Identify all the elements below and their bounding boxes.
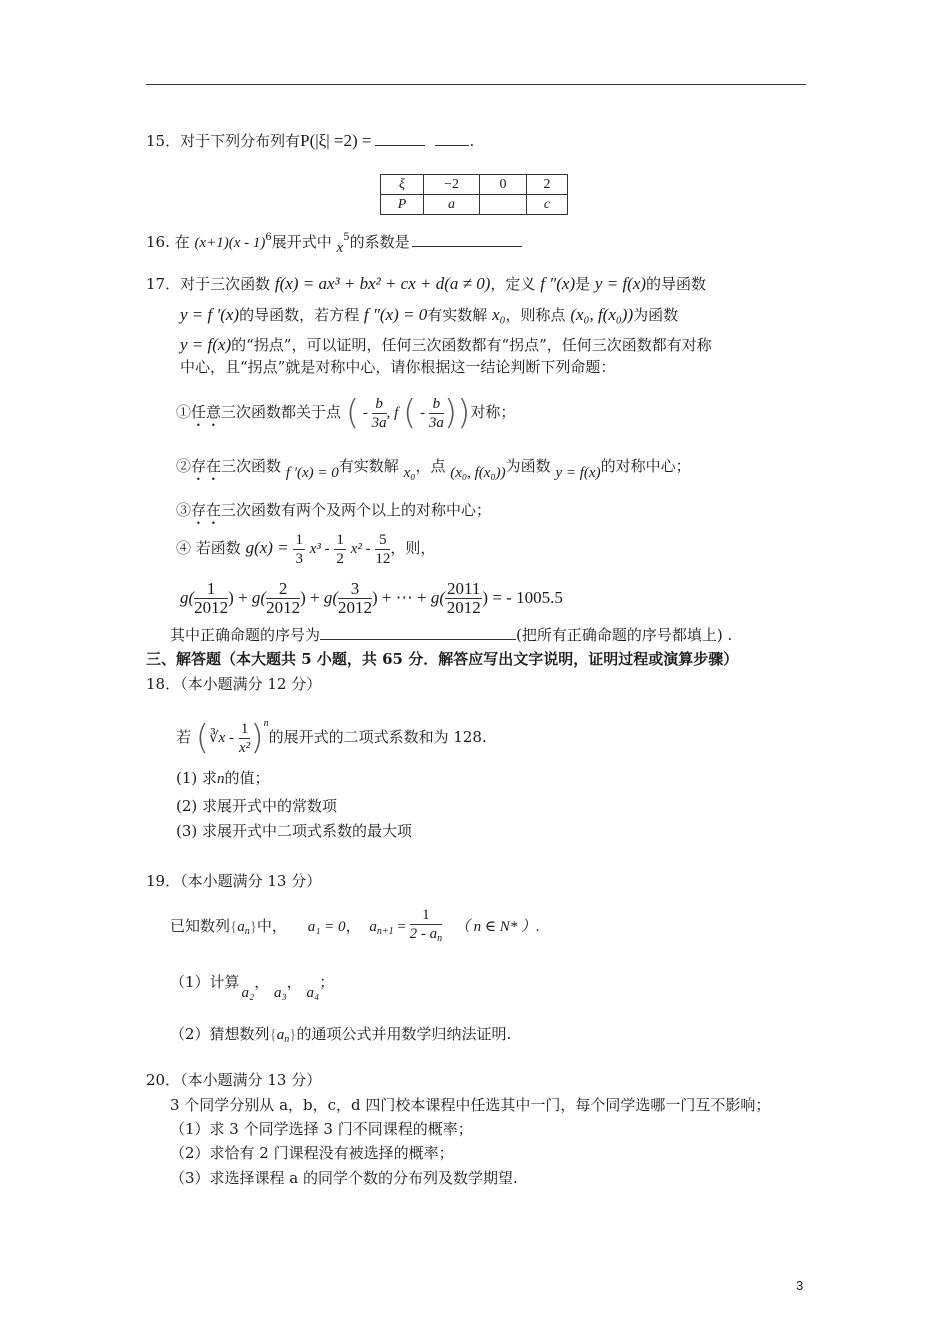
proposition-1: ①任意三次函数都关于点 ( - $\frac{b}{3a}$ , f ( - $\frac{b}{3a}$ ))对称； [176, 393, 516, 433]
question-19-statement: 已知数列$\{a_n\}$中， a₁ = 0， $a_{n+1}$ = $\frac{1}{2 - a_n}$ （ n ∈ N* ）. [170, 906, 540, 952]
g-sum-equation: g( $\frac{1}{2012}$ ) + g( $\frac{2}{2012}$ ) + g( $\frac{3}{2012}$ ) + ⋯ + g( $\frac{2011}{2012}$ ) = - 1005.5 [180, 579, 563, 617]
question-20-part-2: （2）求恰有 2 门课程没有被选择的概率； [170, 1144, 454, 1162]
header-rule [146, 84, 806, 85]
fraction: $\frac{1}{2}$ [336, 531, 344, 567]
fraction: $\frac{b}{3a}$ [428, 395, 444, 431]
answer-blank [435, 131, 469, 146]
fraction: $\frac{1}{2012}$ [194, 579, 229, 617]
question-17-line-3: y = f(x)的“拐点”，可以证明，任何三次函数都有“拐点”，任何三次函数都有对称 [180, 335, 712, 354]
question-17-line-1: 17．对于三次函数 f(x) = ax³ + bx² + cx + d(a ≠ 0)，定义 f ″(x)是 y = f(x)的导函数 [146, 274, 707, 293]
proposition-2: ②存在三次函数 f ′(x) = 0有实数解 x₀，点 (x₀, f(x₀))为函数 y = f(x)的对称中心； [176, 457, 691, 481]
fraction: $\frac{2011}{2012}$ [446, 579, 481, 617]
answer-blank [320, 625, 516, 640]
answer-blank [412, 232, 522, 247]
fraction: $\frac{2}{2012}$ [266, 579, 301, 617]
question-18-heading: 18．（本小题满分 12 分） [146, 675, 322, 693]
proposition-4: ④ 若函数 g(x) = $\frac{1}{3}$ x³ - $\frac{1}{2}$ x² - $\frac{5}{12}$ ，则， [176, 531, 436, 567]
question-16: 16. 在 (x+1)(x - 1)$^6$展开式中 $x^5$的系数是 [146, 228, 522, 258]
question-19-part-1: （1）计算a₂， a₃， a₄； [170, 973, 335, 1001]
question-20-part-3: （3）求选择课程 a 的同学个数的分布列及数学期望. [170, 1169, 518, 1187]
fraction: $\frac{3}{2012}$ [338, 579, 373, 617]
question-19-heading: 19．（本小题满分 13 分） [146, 872, 322, 890]
proposition-3: ③存在三次函数有两个及两个以上的对称中心； [176, 501, 492, 519]
question-17-line-4: 中心，且“拐点”就是对称中心，请你根据这一结论判断下列命题： [180, 358, 616, 376]
fraction: $\frac{1}{\text{x²}}$ [238, 720, 251, 756]
answer-blank [375, 131, 425, 146]
page-number: 3 [796, 1278, 804, 1293]
question-19-part-2: （2）猜想数列$\{a_n\}$的通项公式并用数学归纳法证明. [170, 1025, 512, 1045]
question-20-part-1: （1）求 3 个同学选择 3 门不同课程的概率； [170, 1120, 473, 1138]
question-15: 15．对于下列分布列有P(|ξ| =2) = . [146, 131, 475, 150]
question-20-statement: 3 个同学分别从 a，b，c，d 四门校本课程中任选其中一门，每个同学选哪一门互不影响； [170, 1096, 771, 1114]
question-18-part-3: (3) 求展开式中二项式系数的最大项 [176, 822, 413, 840]
question-17-line-2: y = f ′(x)的导函数，若方程 f ″(x) = 0有实数解 x₀，则称点 (x₀, f(x₀))为函数 [180, 305, 679, 324]
distribution-table: ξ −2 0 2 P a c [380, 174, 568, 215]
question-18-statement: 若 (∛x - $\frac{1}{\text{x²}}$ )$^n$的展开式的二项式系数和为 128. [176, 718, 487, 758]
fraction: $\frac{b}{3a}$ [371, 395, 387, 431]
question-18-part-2: (2) 求展开式中的常数项 [176, 797, 338, 815]
question-18-part-1: (1) 求n的值； [176, 769, 270, 787]
section-heading: 三、解答题（本大题共 5 小题，共 65 分．解答应写出文字说明，证明过程或演算步骤） [146, 650, 739, 668]
question-20-heading: 20．（本小题满分 13 分） [146, 1071, 322, 1089]
fraction: $\frac{1}{2 - a_n}$ [409, 907, 443, 944]
question-17-answer-line: 其中正确命题的序号为 (把所有正确命题的序号都填上) . [170, 626, 733, 644]
fraction: $\frac{5}{12}$ [375, 531, 391, 567]
fraction: $\frac{1}{3}$ [295, 531, 303, 567]
